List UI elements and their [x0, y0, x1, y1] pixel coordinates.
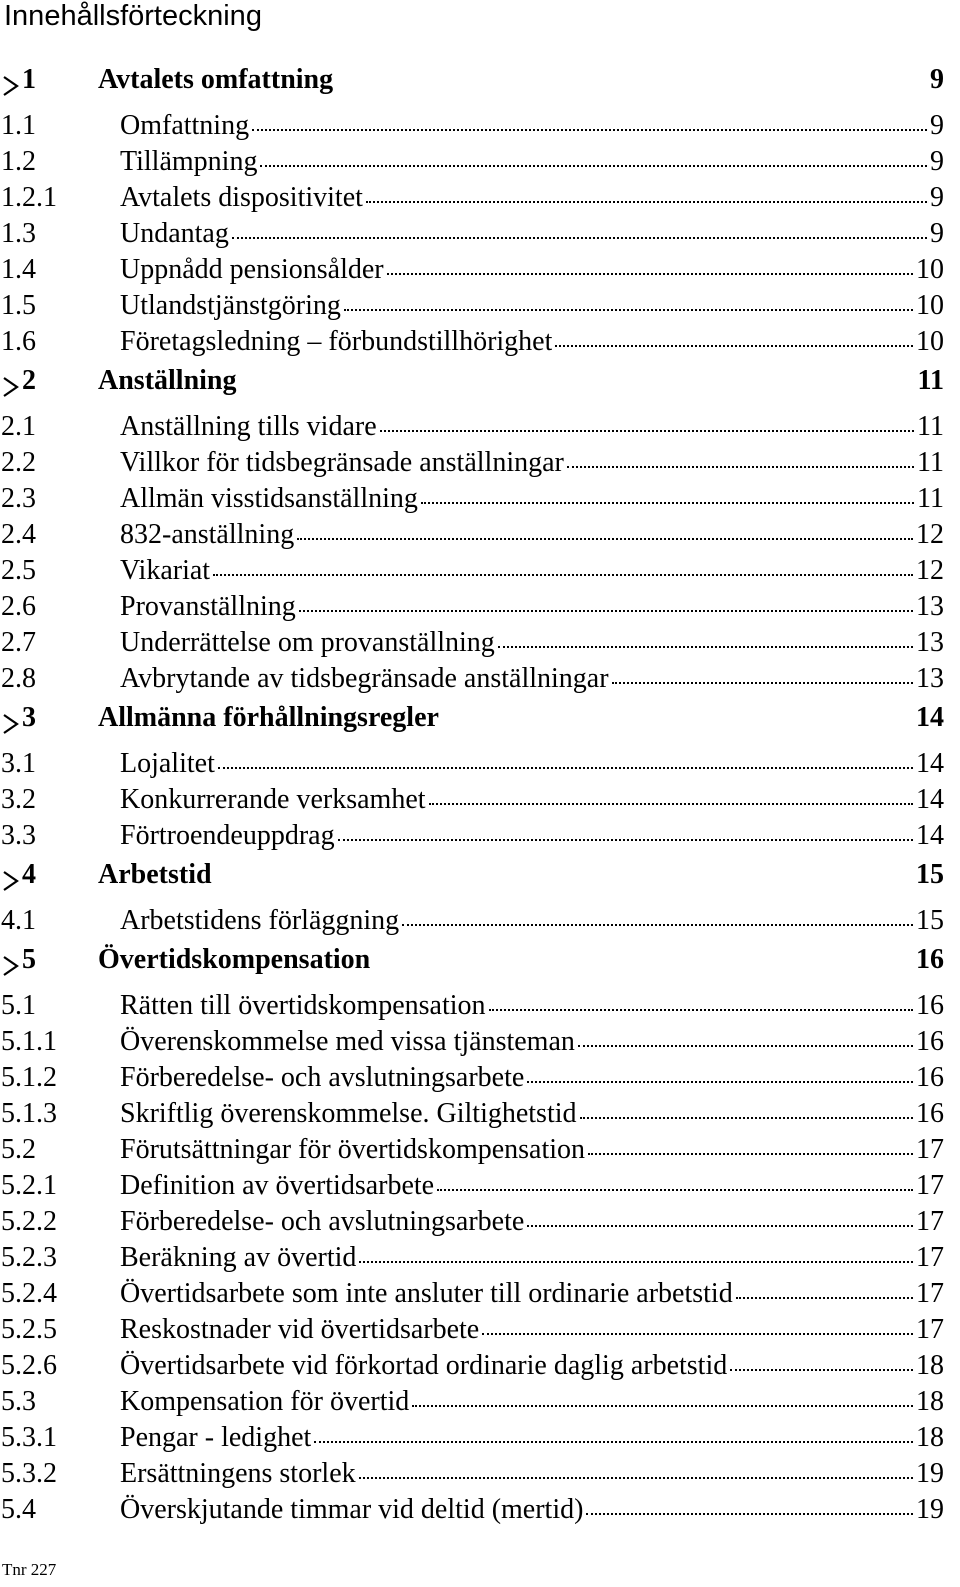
toc-page-number: 14 — [916, 820, 944, 851]
toc-section-row[interactable] — [0, 1456, 960, 1492]
toc-dot-leader — [527, 1223, 913, 1227]
toc-section-row[interactable] — [0, 589, 960, 625]
toc-section-row[interactable] — [0, 903, 960, 939]
toc-dot-leader — [215, 878, 913, 880]
toc-section-row[interactable] — [0, 1492, 960, 1528]
chapter-marker-arrow-icon — [2, 376, 20, 398]
toc-page-number: 17 — [916, 1314, 944, 1345]
toc-entry-title: Rätten till övertidskompensation — [120, 990, 486, 1021]
toc-entry-title: Förberedelse- och avslutningsarbete — [120, 1062, 525, 1093]
toc-entry-number: 3.3 — [1, 820, 36, 851]
toc-entry-title: Reskostnader vid övertidsarbete — [120, 1314, 480, 1345]
toc-chapter-row[interactable] — [0, 360, 960, 409]
toc-entry-title: Utlandstjänstgöring — [120, 290, 341, 321]
toc-page-number: 17 — [916, 1242, 944, 1273]
toc-dot-leader — [359, 1475, 913, 1479]
toc-page-number: 11 — [917, 411, 944, 442]
toc-entry-title: Provanställning — [120, 591, 296, 622]
chapter-marker-arrow-icon — [2, 713, 20, 735]
toc-dot-leader — [297, 536, 913, 540]
chapter-marker-arrow-icon — [2, 75, 20, 97]
toc-entry-title: Avbrytande av tidsbegränsade anställningar — [120, 663, 609, 694]
toc-entry-title: Övertidsarbete som inte ansluter till ordinarie arbetstid — [120, 1278, 733, 1309]
toc-page-number: 12 — [916, 555, 944, 586]
toc-page-number: 9 — [930, 182, 944, 213]
toc-section-row[interactable] — [0, 818, 960, 854]
toc-page-number: 11 — [917, 365, 944, 396]
toc-page-number: 15 — [916, 905, 944, 936]
toc-dot-leader — [344, 307, 913, 311]
toc-section-row[interactable] — [0, 144, 960, 180]
toc-section-row[interactable] — [0, 517, 960, 553]
toc-entry-number: 5.1 — [1, 990, 36, 1021]
toc-page-number: 17 — [916, 1206, 944, 1237]
toc-entry-title: Beräkning av övertid — [120, 1242, 357, 1273]
toc-entry-number: 2.7 — [1, 627, 36, 658]
toc-entry-number: 5.1.2 — [1, 1062, 57, 1093]
toc-page-number: 13 — [916, 591, 944, 622]
toc-section-row[interactable] — [0, 180, 960, 216]
toc-page-number: 9 — [930, 64, 944, 95]
toc-page-number: 16 — [916, 1062, 944, 1093]
toc-page-number: 10 — [916, 326, 944, 357]
toc-entry-title: Vikariat — [120, 555, 211, 586]
toc-page-number: 9 — [930, 218, 944, 249]
toc-page-number: 14 — [916, 748, 944, 779]
toc-page-number: 15 — [916, 859, 944, 890]
toc-entry-title: Avtalets dispositivitet — [120, 182, 363, 213]
toc-entry-number: 5.2 — [1, 1134, 36, 1165]
toc-entry-title: Allmänna förhållningsregler — [98, 702, 439, 733]
toc-section-row[interactable] — [0, 661, 960, 697]
toc-dot-leader — [387, 271, 913, 275]
toc-page-number: 14 — [916, 702, 944, 733]
toc-entry-title: Förutsättningar för övertidskompensation — [120, 1134, 586, 1165]
toc-entry-number: 5.2.4 — [1, 1278, 57, 1309]
toc-entry-title: Uppnådd pensionsålder — [120, 254, 384, 285]
toc-entry-number: 1.3 — [1, 218, 36, 249]
toc-entry-title: Tillämpning — [120, 146, 258, 177]
toc-section-row[interactable] — [0, 216, 960, 252]
toc-page-number: 9 — [930, 146, 944, 177]
toc-entry-number: 1.2.1 — [1, 182, 57, 213]
toc-entry-title: Avtalets omfattning — [98, 64, 334, 95]
toc-dot-leader — [359, 1259, 913, 1263]
toc-entry-title: Förtroendeuppdrag — [120, 820, 335, 851]
toc-entry-number: 5.3 — [1, 1386, 36, 1417]
toc-dot-leader — [736, 1295, 913, 1299]
toc-dot-leader — [260, 163, 927, 167]
chapter-marker-arrow-icon — [2, 955, 20, 977]
toc-page-number: 16 — [916, 944, 944, 975]
toc-dot-leader — [380, 428, 914, 432]
toc-section-row[interactable] — [0, 108, 960, 144]
toc-dot-leader — [588, 1151, 913, 1155]
toc-section-row[interactable] — [0, 1276, 960, 1312]
toc-dot-leader — [527, 1079, 913, 1083]
toc-section-row[interactable] — [0, 409, 960, 445]
toc-chapter-row[interactable] — [0, 854, 960, 903]
toc-entry-number: 5.1.1 — [1, 1026, 57, 1057]
toc-page-number: 9 — [930, 110, 944, 141]
toc-page-number: 18 — [916, 1386, 944, 1417]
toc-entry-number: 2.8 — [1, 663, 36, 694]
toc-entry-title: Anställning tills vidare — [120, 411, 377, 442]
toc-page-number: 18 — [916, 1350, 944, 1381]
toc-entry-title: Definition av övertidsarbete — [120, 1170, 435, 1201]
toc-entry-number: 5.2.6 — [1, 1350, 57, 1381]
toc-page-number: 17 — [916, 1134, 944, 1165]
toc-section-row[interactable] — [0, 1168, 960, 1204]
toc-entry-title: Ersättningens storlek — [120, 1458, 356, 1489]
toc-section-row[interactable] — [0, 324, 960, 360]
toc-dot-leader — [489, 1007, 913, 1011]
toc-page-number: 11 — [917, 447, 944, 478]
toc-page-number: 19 — [916, 1458, 944, 1489]
toc-entry-title: Underrättelse om provanställning — [120, 627, 495, 658]
toc-entry-number: 3.2 — [1, 784, 36, 815]
toc-page-number: 10 — [916, 254, 944, 285]
toc-dot-leader — [299, 608, 913, 612]
toc-page-number: 16 — [916, 1098, 944, 1129]
toc-dot-leader — [213, 572, 913, 576]
toc-entry-number: 5.3.2 — [1, 1458, 57, 1489]
toc-dot-leader — [498, 644, 913, 648]
toc-page-number: 18 — [916, 1422, 944, 1453]
toc-entry-number: 4.1 — [1, 905, 36, 936]
toc-entry-number: 5.2.1 — [1, 1170, 57, 1201]
toc-section-row[interactable] — [0, 746, 960, 782]
toc-chapter-row[interactable] — [0, 59, 960, 108]
toc-section-row[interactable] — [0, 1240, 960, 1276]
toc-section-row[interactable] — [0, 1060, 960, 1096]
toc-entry-title: Omfattning — [120, 110, 250, 141]
toc-entry-number: 5 — [22, 944, 36, 975]
toc-dot-leader — [336, 83, 927, 85]
toc-section-row[interactable] — [0, 1096, 960, 1132]
toc-dot-leader — [421, 500, 914, 504]
toc-section-row[interactable] — [0, 445, 960, 481]
toc-dot-leader — [586, 1511, 913, 1515]
toc-entry-title: Villkor för tidsbegränsade anställningar — [120, 447, 564, 478]
toc-entry-title: Övertidsarbete vid förkortad ordinarie daglig arbetstid — [120, 1350, 728, 1381]
toc-section-row[interactable] — [0, 1384, 960, 1420]
page-title: Innehållsförteckning — [4, 0, 262, 32]
toc-page-number: 17 — [916, 1170, 944, 1201]
toc-dot-leader — [218, 765, 913, 769]
toc-dot-leader — [402, 922, 913, 926]
toc-entry-number: 2 — [22, 365, 36, 396]
toc-section-row[interactable] — [0, 1024, 960, 1060]
toc-entry-title: Företagsledning – förbundstillhörighet — [120, 326, 553, 357]
toc-dot-leader — [580, 1115, 913, 1119]
toc-page-number: 13 — [916, 627, 944, 658]
toc-page-number: 12 — [916, 519, 944, 550]
toc-entry-number: 5.2.3 — [1, 1242, 57, 1273]
toc-section-row[interactable] — [0, 1312, 960, 1348]
toc-page-number: 13 — [916, 663, 944, 694]
toc-entry-title: Kompensation för övertid — [120, 1386, 410, 1417]
toc-section-row[interactable] — [0, 1348, 960, 1384]
toc-entry-title: 832-anställning — [120, 519, 295, 550]
toc-entry-number: 5.2.5 — [1, 1314, 57, 1345]
toc-dot-leader — [314, 1439, 913, 1443]
toc-dot-leader — [437, 1187, 913, 1191]
chapter-marker-arrow-icon — [2, 870, 20, 892]
toc-entry-number: 5.4 — [1, 1494, 36, 1525]
toc-section-row[interactable] — [0, 481, 960, 517]
toc-page-number: 17 — [916, 1278, 944, 1309]
toc-page-number: 16 — [916, 1026, 944, 1057]
toc-dot-leader — [567, 464, 914, 468]
toc-page-number: 14 — [916, 784, 944, 815]
toc-entry-number: 2.5 — [1, 555, 36, 586]
toc-entry-number: 1.4 — [1, 254, 36, 285]
toc-entry-number: 5.3.1 — [1, 1422, 57, 1453]
toc-entry-title: Förberedelse- och avslutningsarbete — [120, 1206, 525, 1237]
toc-entry-title: Allmän visstidsanställning — [120, 483, 418, 514]
toc-entry-number: 1.5 — [1, 290, 36, 321]
table-of-contents — [0, 59, 960, 1528]
toc-entry-title: Övertidskompensation — [98, 944, 371, 975]
toc-entry-number: 2.2 — [1, 447, 36, 478]
toc-dot-leader — [442, 721, 913, 723]
toc-dot-leader — [412, 1403, 913, 1407]
toc-dot-leader — [240, 384, 915, 386]
toc-section-row[interactable] — [0, 625, 960, 661]
toc-entry-number: 2.4 — [1, 519, 36, 550]
toc-entry-title: Konkurrerande verksamhet — [120, 784, 426, 815]
toc-entry-number: 4 — [22, 859, 36, 890]
toc-entry-title: Lojalitet — [120, 748, 215, 779]
toc-entry-number: 1.1 — [1, 110, 36, 141]
toc-entry-number: 2.3 — [1, 483, 36, 514]
toc-dot-leader — [482, 1331, 913, 1335]
toc-page-number: 19 — [916, 1494, 944, 1525]
toc-entry-title: Arbetstid — [98, 859, 212, 890]
toc-chapter-row[interactable] — [0, 697, 960, 746]
toc-entry-title: Skriftlig överenskommelse. Giltighetstid — [120, 1098, 577, 1129]
toc-dot-leader — [232, 235, 927, 239]
toc-section-row[interactable] — [0, 1204, 960, 1240]
toc-section-row[interactable] — [0, 553, 960, 589]
toc-dot-leader — [578, 1043, 913, 1047]
toc-entry-title: Överskjutande timmar vid deltid (mertid) — [120, 1494, 584, 1525]
toc-entry-title: Anställning — [98, 365, 237, 396]
toc-dot-leader — [730, 1367, 913, 1371]
toc-entry-title: Överenskommelse med vissa tjänsteman — [120, 1026, 575, 1057]
toc-section-row[interactable] — [0, 988, 960, 1024]
toc-dot-leader — [555, 343, 913, 347]
toc-entry-title: Undantag — [120, 218, 229, 249]
toc-section-row[interactable] — [0, 1420, 960, 1456]
toc-dot-leader — [612, 680, 913, 684]
toc-dot-leader — [429, 801, 913, 805]
toc-section-row[interactable] — [0, 1132, 960, 1168]
toc-dot-leader — [373, 963, 913, 965]
toc-section-row[interactable] — [0, 288, 960, 324]
toc-dot-leader — [252, 127, 927, 131]
toc-entry-number: 3.1 — [1, 748, 36, 779]
toc-page-number: 16 — [916, 990, 944, 1021]
toc-entry-number: 3 — [22, 702, 36, 733]
toc-entry-title: Arbetstidens förläggning — [120, 905, 400, 936]
toc-entry-number: 1.2 — [1, 146, 36, 177]
toc-entry-number: 1 — [22, 64, 36, 95]
toc-entry-number: 2.1 — [1, 411, 36, 442]
toc-entry-number: 5.2.2 — [1, 1206, 57, 1237]
page-footer: Tnr 227 — [2, 1560, 57, 1579]
toc-dot-leader — [338, 837, 913, 841]
toc-entry-title: Pengar - ledighet — [120, 1422, 312, 1453]
toc-entry-number: 1.6 — [1, 326, 36, 357]
toc-section-row[interactable] — [0, 782, 960, 818]
toc-entry-number: 2.6 — [1, 591, 36, 622]
toc-dot-leader — [366, 199, 927, 203]
toc-section-row[interactable] — [0, 252, 960, 288]
toc-entry-number: 5.1.3 — [1, 1098, 57, 1129]
toc-page-number: 10 — [916, 290, 944, 321]
toc-page-number: 11 — [917, 483, 944, 514]
toc-chapter-row[interactable] — [0, 939, 960, 988]
